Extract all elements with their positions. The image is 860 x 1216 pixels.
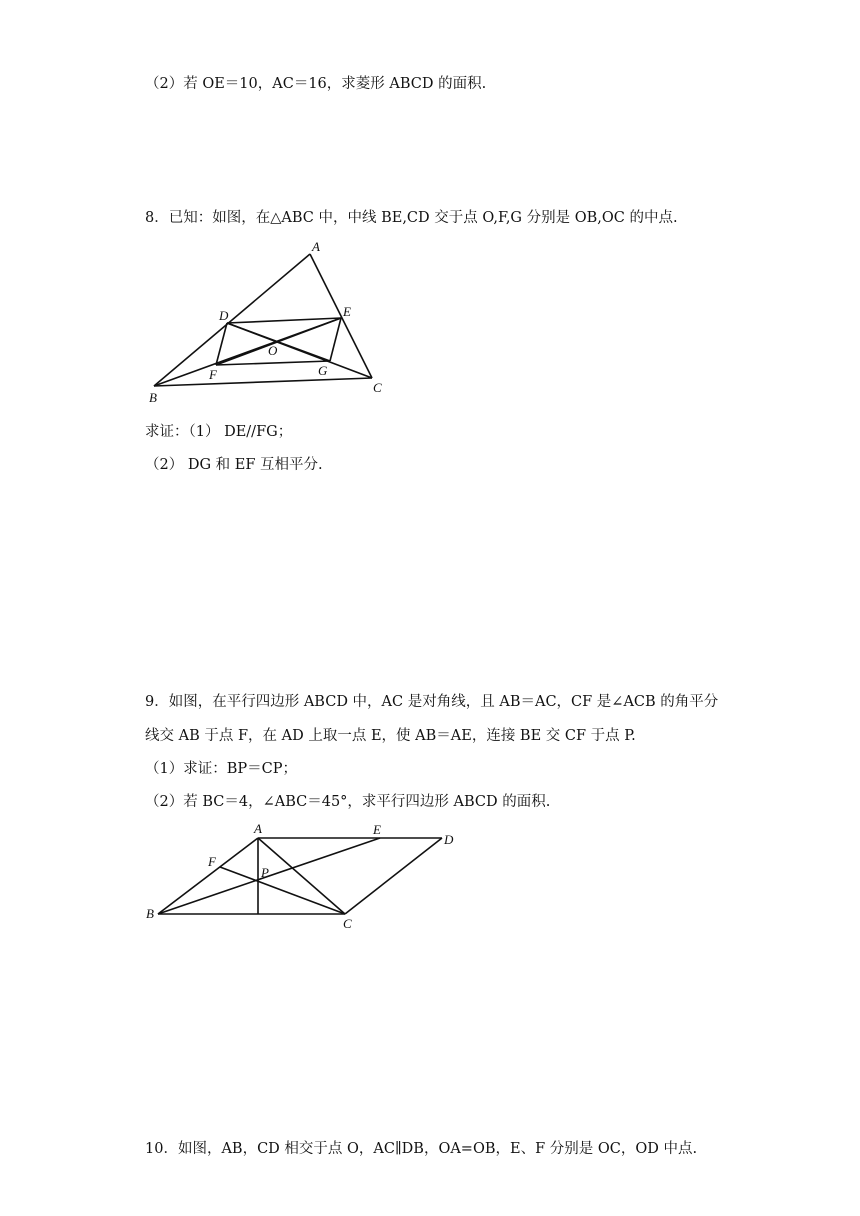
q8-label-c: C bbox=[373, 380, 382, 395]
q8-side-bc bbox=[154, 378, 372, 386]
q9-label-d: D bbox=[444, 832, 454, 847]
q8-label-f: F bbox=[209, 367, 217, 382]
q8-part1: 求证：（1） DE//FG； bbox=[145, 424, 293, 440]
q10-intro: 10．如图，AB，CD 相交于点 O，AC∥DB，OA=OB，E、F 分别是 OC，OD 中点. bbox=[145, 1141, 698, 1157]
q9-part1: （1）求证：BP＝CP； bbox=[145, 761, 297, 777]
q8-segment-fg bbox=[216, 361, 330, 365]
q9-label-p: P bbox=[261, 865, 269, 880]
q8-label-b: B bbox=[149, 390, 157, 405]
q9-label-b: B bbox=[146, 906, 154, 921]
q8-label-o: O bbox=[268, 343, 278, 358]
q9-segment-cf bbox=[220, 867, 345, 914]
q9-label-a: A bbox=[254, 821, 262, 836]
q8-label-d: D bbox=[219, 308, 229, 323]
q9-line2: 线交 AB 于点 F，在 AD 上取一点 E，使 AB＝AE，连接 BE 交 CF 于点 P. bbox=[145, 728, 636, 744]
q9-label-c: C bbox=[343, 916, 352, 931]
q8-side-ac bbox=[310, 254, 372, 378]
q9-parallelogram-figure bbox=[140, 820, 470, 935]
q8-segment-de bbox=[227, 318, 341, 323]
q9-line1: 9．如图，在平行四边形 ABCD 中，AC 是对角线，且 AB＝AC，CF 是∠ACB 的角平分 bbox=[145, 694, 719, 710]
q7-part2: （2）若 OE＝10，AC＝16，求菱形 ABCD 的面积. bbox=[145, 76, 487, 92]
q8-label-a: A bbox=[312, 239, 320, 254]
q8-label-e: E bbox=[343, 304, 351, 319]
q8-triangle-figure bbox=[140, 238, 400, 408]
q8-intro: 8．已知：如图，在△ABC 中，中线 BE,CD 交于点 O,F,G 分别是 OB,OC 的中点. bbox=[145, 210, 678, 226]
q9-part2: （2）若 BC＝4，∠ABC＝45°，求平行四边形 ABCD 的面积. bbox=[145, 794, 551, 810]
q8-part2: （2） DG 和 EF 互相平分. bbox=[145, 457, 323, 473]
q9-segment-be bbox=[158, 838, 380, 914]
q9-label-f: F bbox=[208, 854, 216, 869]
q9-side-dc bbox=[345, 838, 442, 914]
q9-label-e: E bbox=[373, 822, 381, 837]
q8-label-g: G bbox=[318, 363, 328, 378]
q8-segment-eg bbox=[330, 318, 341, 361]
